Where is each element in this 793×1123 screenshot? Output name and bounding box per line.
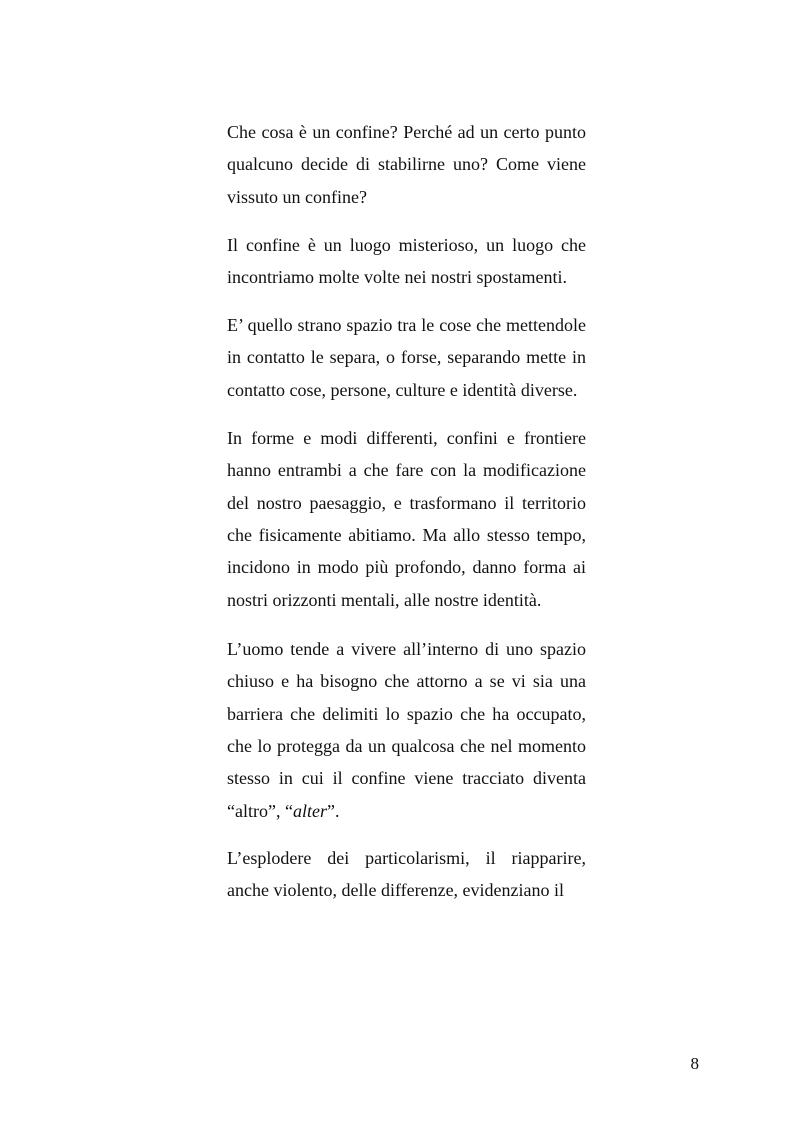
paragraph-strange-space: E’ quello strano spazio tra le cose che mettendole in contatto le separa, o forse, separando mette in contatto cose, persone, culture e identità diverse. (227, 315, 586, 400)
paragraph-forms-and-ways: In forme e modi differenti, confini e frontiere hanno entrambi a che fare con la modificazione del nostro paesaggio, e trasformano il territorio che fisicamente abitiamo. Ma allo stesso tempo, incidono in modo più profondo, danno forma ai nostri orizzonti mentali, alle nostre identità. (227, 427, 586, 610)
alter-italic-word: alter (292, 800, 327, 821)
paragraph-closed-space-text: L’uomo tende a vivere all’interno di uno spazio chiuso e ha bisogno che attorno a se vi sia una barriera che delimiti lo spazio che ha occupato, che lo protegga da un qualcosa che nel momento stesso in cui il confine viene tracciato diventa “altro”, “ (227, 638, 586, 821)
paragraph-closed-space-ending: ”. (326, 800, 340, 821)
paragraph-mysterious-place: Il confine è un luogo misterioso, un luogo che incontriamo molte volte nei nostri spostamenti. (227, 234, 586, 288)
paragraph-particularisms: L’esplodere dei particolarismi, il riapparire, anche violento, delle differenze, evidenziano il (227, 847, 586, 901)
paragraph-closed-space (227, 633, 586, 827)
paragraph-what-is-a-border: Che cosa è un confine? Perché ad un certo punto qualcuno decide di stabilirne uno? Come viene vissuto un confine? (227, 122, 586, 207)
page-body (227, 116, 586, 922)
page-number: 8 (690, 1054, 699, 1073)
